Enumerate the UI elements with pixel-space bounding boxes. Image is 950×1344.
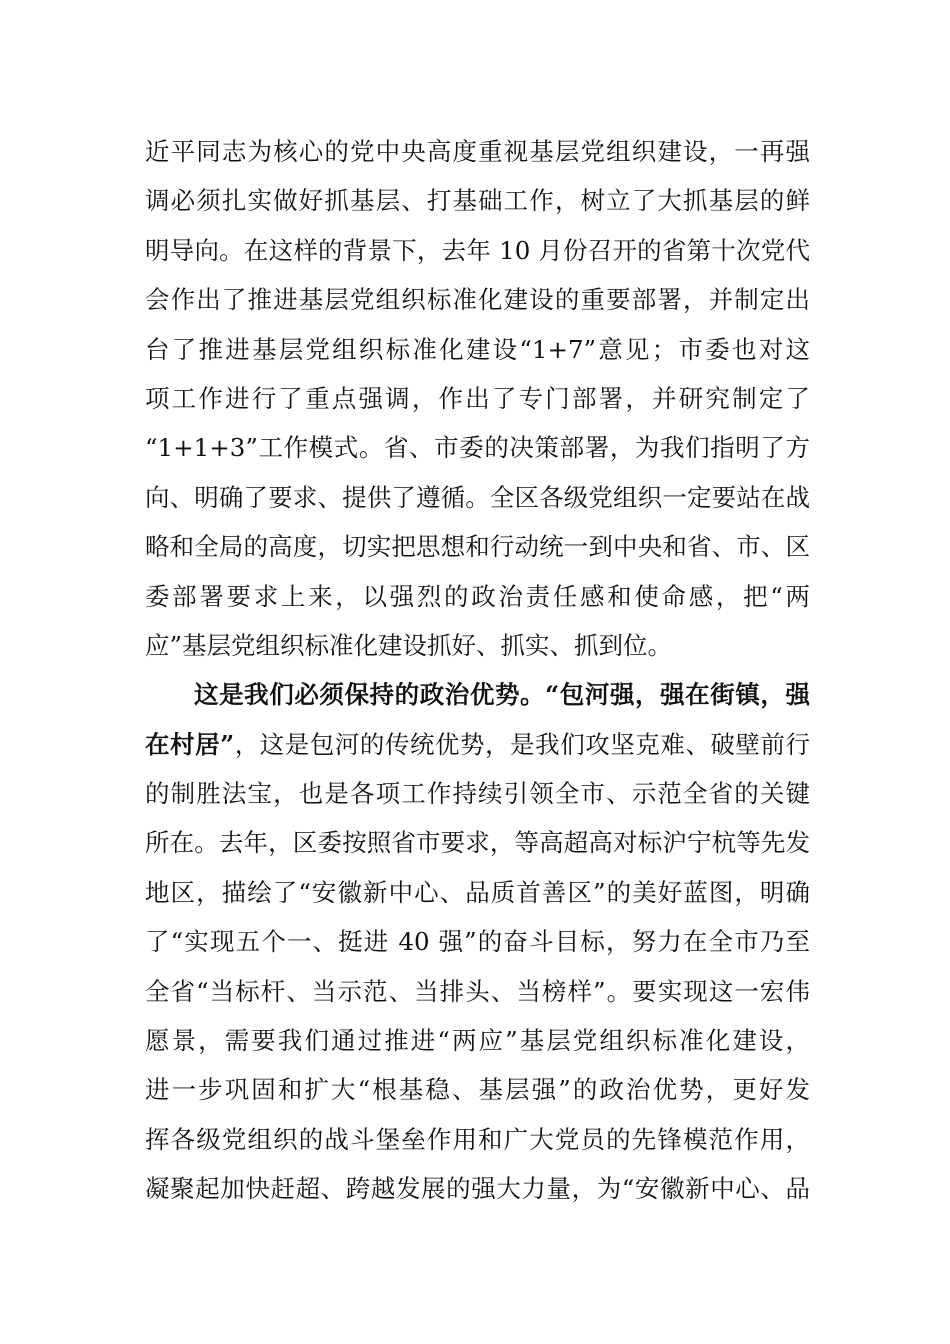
text-line: 凝聚起加快赶超、跨越发展的强大力量，为“安徽新中心、品 xyxy=(145,1174,810,1204)
text-line: 愿景，需要我们通过推进“两应”基层党组织标准化建设， xyxy=(145,1026,810,1056)
text-line: 全省“当标杆、当示范、当排头、当榜样”。要实现这一宏伟 xyxy=(145,976,810,1006)
text-line: 进一步巩固和扩大“根基稳、基层强”的政治优势，更好发 xyxy=(145,1075,810,1105)
text-line: 挥各级党组织的战斗堡垒作用和广大党员的先锋模范作用， xyxy=(145,1124,810,1154)
quote-text-end: 在村居” xyxy=(145,729,235,759)
text-line: 应”基层党组织标准化建设抓好、抓实、抓到位。 xyxy=(145,630,673,660)
text-segment: ，这是包河的传统优势，是我们攻坚克难、破壁前行 xyxy=(234,729,810,759)
text-line xyxy=(145,670,810,719)
text-line: 项工作进行了重点强调，作出了专门部署，并研究制定了 xyxy=(145,383,810,413)
text-line xyxy=(145,720,810,769)
text-line: 明导向。在这样的背景下，去年 10 月份召开的省第十次党代 xyxy=(145,235,810,265)
text-line: 台了推进基层党组织标准化建设“1+7”意见；市委也对这 xyxy=(145,334,810,364)
quote-text: 。“包河强，强在街镇，强 xyxy=(520,680,810,710)
text-line: 向、明确了要求、提供了遵循。全区各级党组织一定要站在战 xyxy=(145,482,810,512)
text-line: 所在。去年，区委按照省市要求，等高超高对标沪宁杭等先发 xyxy=(145,828,810,858)
document-page xyxy=(145,127,810,1214)
paragraph-2 xyxy=(145,670,810,1213)
text-line: 会作出了推进基层党组织标准化建设的重要部署，并制定出 xyxy=(145,285,810,315)
text-line: 的制胜法宝，也是各项工作持续引领全市、示范全省的关键 xyxy=(145,779,810,809)
text-line: 了“实现五个一、挺进 40 强”的奋斗目标，努力在全市乃至 xyxy=(145,927,810,957)
paragraph-heading: 这是我们必须保持的政治优势 xyxy=(194,680,521,710)
paragraph-1 xyxy=(145,127,810,670)
text-line: 委部署要求上来，以强烈的政治责任感和使命感，把“两 xyxy=(145,581,810,611)
text-line: “1+1+3”工作模式。省、市委的决策部署，为我们指明了方 xyxy=(145,433,810,463)
text-line: 近平同志为核心的党中央高度重视基层党组织建设，一再强 xyxy=(145,137,810,166)
text-line: 地区，描绘了“安徽新中心、品质首善区”的美好蓝图，明确 xyxy=(145,877,810,907)
text-line: 略和全局的高度，切实把思想和行动统一到中央和省、市、区 xyxy=(145,532,810,562)
text-line: 调必须扎实做好抓基层、打基础工作，树立了大抓基层的鲜 xyxy=(145,186,810,216)
